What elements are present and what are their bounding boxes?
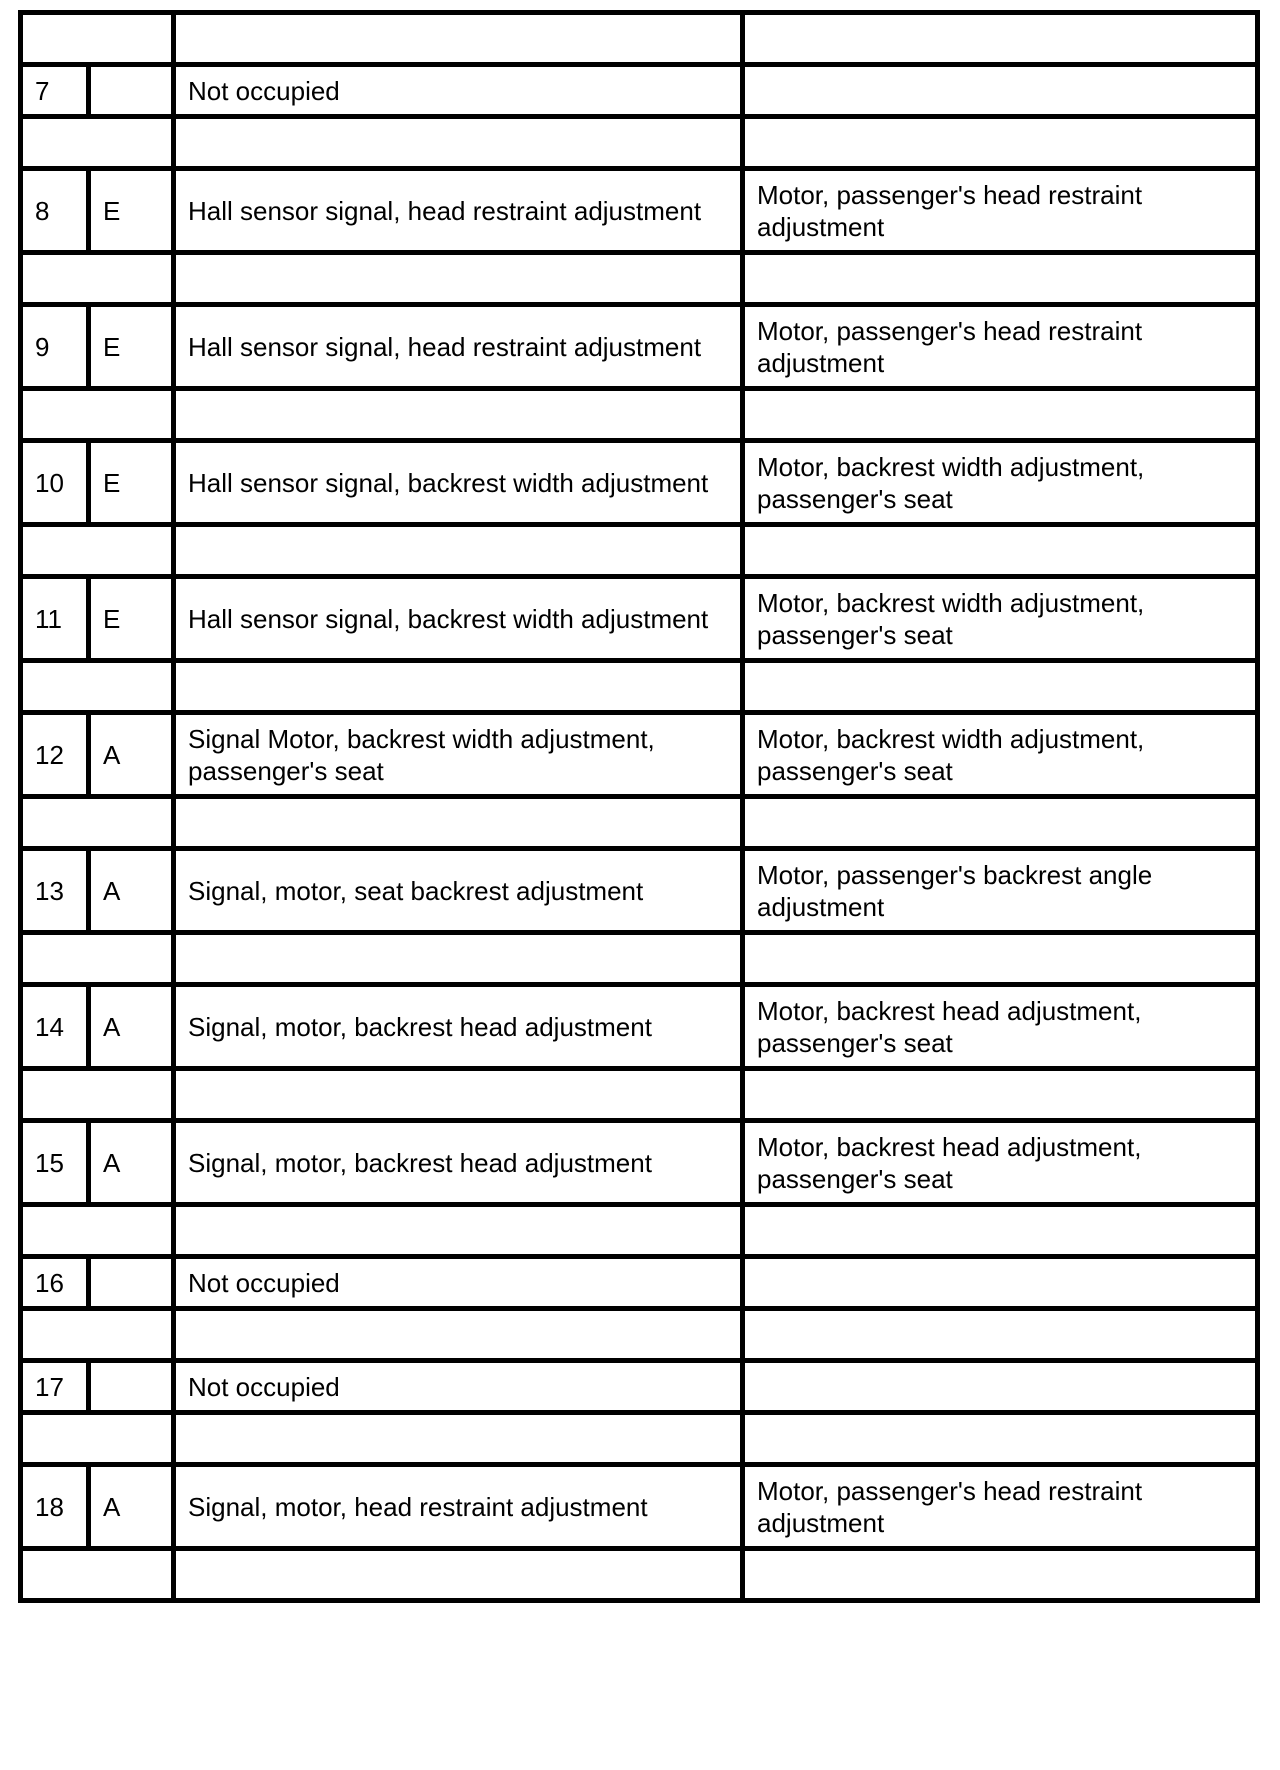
spacer-cell: [743, 253, 1258, 305]
spacer-row: [21, 1205, 1258, 1257]
spacer-cell: [743, 1069, 1258, 1121]
spacer-cell: [743, 797, 1258, 849]
spacer-row: [21, 13, 1258, 65]
signal-description: Signal, motor, seat backrest adjustment: [174, 849, 743, 933]
spacer-row: [21, 1069, 1258, 1121]
spacer-cell: [21, 797, 174, 849]
signal-direction: [89, 1361, 174, 1413]
component-description: Motor, passenger's backrest angle adjustment: [743, 849, 1258, 933]
spacer-row: [21, 661, 1258, 713]
spacer-cell: [21, 525, 174, 577]
spacer-row: [21, 1309, 1258, 1361]
table-row: [21, 1465, 1258, 1549]
component-description: [743, 1361, 1258, 1413]
pin-number: 12: [21, 713, 89, 797]
signal-description: Signal Motor, backrest width adjustment, passenger's seat: [174, 713, 743, 797]
spacer-cell: [743, 661, 1258, 713]
spacer-cell: [21, 1309, 174, 1361]
table-row: [21, 441, 1258, 525]
signal-description: Signal, motor, backrest head adjustment: [174, 1121, 743, 1205]
spacer-cell: [743, 389, 1258, 441]
table-row: [21, 305, 1258, 389]
spacer-cell: [174, 1413, 743, 1465]
signal-direction: E: [89, 169, 174, 253]
signal-direction: A: [89, 1465, 174, 1549]
spacer-cell: [21, 933, 174, 985]
spacer-cell: [21, 1549, 174, 1601]
spacer-cell: [174, 253, 743, 305]
table-row: [21, 849, 1258, 933]
spacer-cell: [21, 253, 174, 305]
table-row: [21, 577, 1258, 661]
signal-direction: [89, 65, 174, 117]
pin-assignment-table: [18, 10, 1260, 1603]
pin-number: 16: [21, 1257, 89, 1309]
component-description: Motor, passenger's head restraint adjustment: [743, 169, 1258, 253]
spacer-row: [21, 389, 1258, 441]
signal-direction: A: [89, 1121, 174, 1205]
spacer-cell: [174, 1205, 743, 1257]
signal-direction: A: [89, 713, 174, 797]
pin-number: 7: [21, 65, 89, 117]
signal-direction: E: [89, 305, 174, 389]
pin-number: 15: [21, 1121, 89, 1205]
pin-number: 14: [21, 985, 89, 1069]
spacer-cell: [174, 661, 743, 713]
component-description: [743, 1257, 1258, 1309]
signal-description: Hall sensor signal, backrest width adjustment: [174, 577, 743, 661]
spacer-cell: [21, 117, 174, 169]
spacer-cell: [174, 797, 743, 849]
table-row: [21, 713, 1258, 797]
component-description: Motor, backrest width adjustment, passenger's seat: [743, 441, 1258, 525]
spacer-cell: [21, 1069, 174, 1121]
signal-description: Not occupied: [174, 1257, 743, 1309]
signal-direction: E: [89, 441, 174, 525]
signal-direction: A: [89, 849, 174, 933]
spacer-row: [21, 117, 1258, 169]
spacer-cell: [174, 117, 743, 169]
spacer-cell: [174, 1549, 743, 1601]
pin-number: 9: [21, 305, 89, 389]
spacer-row: [21, 1413, 1258, 1465]
signal-direction: A: [89, 985, 174, 1069]
spacer-cell: [21, 661, 174, 713]
spacer-row: [21, 525, 1258, 577]
spacer-cell: [174, 1069, 743, 1121]
pin-number: 18: [21, 1465, 89, 1549]
spacer-cell: [174, 13, 743, 65]
signal-description: Not occupied: [174, 1361, 743, 1413]
table-row: [21, 1257, 1258, 1309]
component-description: Motor, passenger's head restraint adjustment: [743, 305, 1258, 389]
signal-description: Signal, motor, head restraint adjustment: [174, 1465, 743, 1549]
component-description: Motor, backrest width adjustment, passenger's seat: [743, 577, 1258, 661]
spacer-row: [21, 1549, 1258, 1601]
spacer-cell: [21, 1205, 174, 1257]
signal-description: Hall sensor signal, backrest width adjustment: [174, 441, 743, 525]
pin-number: 11: [21, 577, 89, 661]
spacer-cell: [743, 1413, 1258, 1465]
signal-description: Hall sensor signal, head restraint adjustment: [174, 305, 743, 389]
spacer-cell: [174, 389, 743, 441]
signal-description: Hall sensor signal, head restraint adjustment: [174, 169, 743, 253]
table-row: [21, 985, 1258, 1069]
component-description: Motor, backrest head adjustment, passenger's seat: [743, 1121, 1258, 1205]
pin-number: 13: [21, 849, 89, 933]
spacer-cell: [743, 13, 1258, 65]
pin-number: 8: [21, 169, 89, 253]
spacer-cell: [174, 1309, 743, 1361]
signal-description: Not occupied: [174, 65, 743, 117]
component-description: Motor, passenger's head restraint adjustment: [743, 1465, 1258, 1549]
spacer-cell: [174, 933, 743, 985]
table-row: [21, 169, 1258, 253]
spacer-cell: [743, 525, 1258, 577]
signal-direction: [89, 1257, 174, 1309]
signal-description: Signal, motor, backrest head adjustment: [174, 985, 743, 1069]
pin-number: 17: [21, 1361, 89, 1413]
table-row: [21, 1121, 1258, 1205]
spacer-cell: [743, 1205, 1258, 1257]
spacer-cell: [743, 1309, 1258, 1361]
spacer-cell: [21, 389, 174, 441]
spacer-cell: [21, 13, 174, 65]
component-description: Motor, backrest head adjustment, passenger's seat: [743, 985, 1258, 1069]
table-row: [21, 1361, 1258, 1413]
spacer-cell: [743, 117, 1258, 169]
spacer-cell: [174, 525, 743, 577]
component-description: Motor, backrest width adjustment, passenger's seat: [743, 713, 1258, 797]
spacer-cell: [21, 1413, 174, 1465]
spacer-row: [21, 797, 1258, 849]
pin-number: 10: [21, 441, 89, 525]
spacer-row: [21, 933, 1258, 985]
spacer-cell: [743, 933, 1258, 985]
signal-direction: E: [89, 577, 174, 661]
component-description: [743, 65, 1258, 117]
spacer-cell: [743, 1549, 1258, 1601]
spacer-row: [21, 253, 1258, 305]
table-row: [21, 65, 1258, 117]
